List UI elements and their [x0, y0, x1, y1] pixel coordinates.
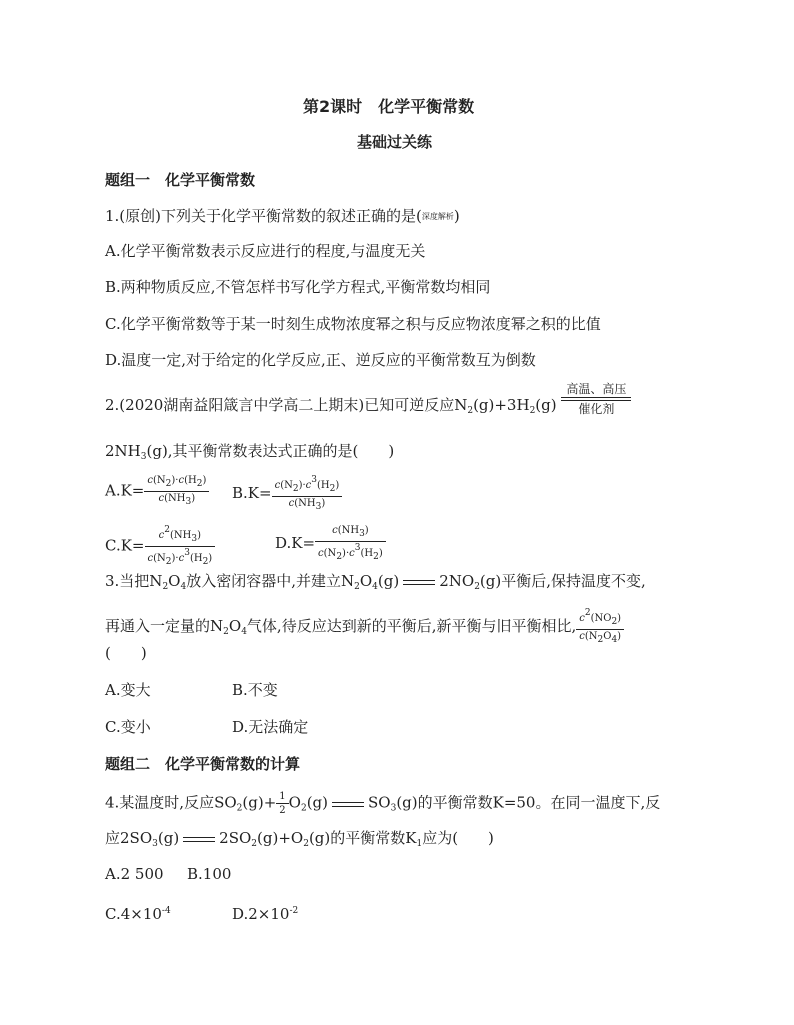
q2-reaction-condition — [561, 381, 631, 417]
q4-l2e: (g)的平衡常数K — [308, 829, 417, 847]
q1-option-b: B.两种物质反应,不管怎样书写化学方程式,平衡常数均相同 — [105, 278, 491, 296]
q1-tag: 深度解析 — [421, 212, 454, 221]
q3-line1: 3.当把$N_2O_4$放入密闭容器中,并建立$N_2O_4(g)$ $2NO_2(g)$平衡后,保持温度不变, — [105, 572, 646, 592]
q4-l1d: (g) — [306, 793, 328, 812]
q3-option-c: C.变小 — [105, 718, 151, 736]
q2-c-label: C.K= — [105, 536, 145, 555]
q4-l2f: 应为( ) — [422, 829, 494, 847]
q4-option-c — [105, 901, 171, 924]
q4-c-exponent: -4 — [161, 906, 171, 916]
q3-l1e: (g)平衡后,保持温度不变, — [479, 572, 646, 590]
q2-b-label: B.K= — [232, 484, 272, 502]
q1-close: ) — [453, 207, 460, 225]
q3-l2b: 气体,待反应达到新的平衡后,新平衡与旧平衡相比, — [246, 617, 577, 635]
q4-l2d: (g)+O — [257, 829, 304, 847]
q2-stem-text: 2.(2020湖南益阳箴言中学高二上期末)已知可逆反应N — [105, 396, 468, 414]
q2-line2: $2NH_3(g)$,其平衡常数表达式正确的是( ) — [105, 442, 395, 462]
q4-l1c: O — [288, 793, 301, 812]
q2-option-a — [105, 474, 209, 509]
q3-l1d: 2NO — [439, 572, 475, 590]
q2-c-fraction: $\frac{c^2(NH_3)}{c(N_2)\cdot c^3(H_2)}$ — [145, 524, 216, 569]
q2-stem: 2.(2020湖南益阳箴言中学高二上期末)已知可逆反应$N_2(g)+3H_2(g)$ 高温、高压 催化剂 — [105, 395, 631, 421]
q4-l1a: 4.某温度时,反应SO — [105, 793, 237, 812]
q2-d-label: D.K= — [275, 534, 316, 552]
q3-paren: ( ) — [105, 644, 147, 662]
equilibrium-arrow — [183, 835, 215, 843]
q2-option-d — [275, 524, 386, 564]
q3-option-d: D.无法确定 — [232, 718, 309, 736]
q3-l1a: 3.当把N — [105, 572, 163, 590]
q4-line2: 应$2SO_3(g)$ $2SO_2(g)+O_2(g)$的平衡常数$K_1$应为( ) — [105, 829, 494, 849]
q4-l1f: (g)的平衡常数K=50。在同一温度下,反 — [396, 793, 661, 812]
q4-option-b: B.100 — [187, 865, 232, 883]
q3-l1c: (g) — [377, 572, 400, 590]
q4-line1: 4.某温度时,反应$SO_2(g)+$ $\frac{1}{2}$ $O_2(g)$ $SO_3(g)$的平衡常数K=50。在同一温度下,反 — [105, 791, 661, 816]
subtitle: 基础过关练 — [357, 133, 433, 151]
q3-line2: 再通入一定量的$N_2O_4$气体,待反应达到新的平衡后,新平衡与旧平衡相比, $\frac{c^2(NO_2)}{c(N_2O_4)}$ — [105, 607, 624, 647]
q4-d-exponent: -2 — [289, 906, 299, 916]
q3-l2a: 再通入一定量的N — [105, 617, 224, 635]
q4-l1b: (g)+ — [242, 793, 277, 812]
q1-stem — [105, 206, 460, 227]
group-two-title: 题组二 化学平衡常数的计算 — [105, 755, 301, 773]
q2-option-b — [232, 474, 342, 514]
q4-l1e: SO — [368, 793, 391, 812]
equilibrium-arrow — [403, 578, 435, 586]
q4-half-fraction: $\frac{1}{2}$ — [276, 790, 288, 817]
q2-line2-text: (g),其平衡常数表达式正确的是( ) — [146, 442, 395, 460]
q1-option-d: D.温度一定,对于给定的化学反应,正、逆反应的平衡常数互为倒数 — [105, 351, 536, 369]
q1-option-c: C.化学平衡常数等于某一时刻生成物浓度幂之积与反应物浓度幂之积的比值 — [105, 315, 601, 333]
q4-d-text: D.2×10 — [232, 905, 290, 923]
q4-option-d — [232, 901, 298, 924]
q2-d-fraction: $\frac{c(NH_3)}{c(N_2)\cdot c^3(H_2)}$ — [315, 524, 386, 564]
q4-l2a: 应2SO — [105, 829, 153, 847]
q2-condition-top: 高温、高压 — [561, 381, 631, 398]
q2-a-fraction: $\frac{c(N_2)\cdot c(H_2)}{c(NH_3)}$ — [144, 474, 209, 509]
q2-b-fraction: $\frac{c(N_2)\cdot c^3(H_2)}{c(NH_3)}$ — [272, 474, 343, 514]
q1-option-a: A.化学平衡常数表示反应进行的程度,与温度无关 — [105, 242, 426, 260]
q3-l1b: 放入密闭容器中,并建立N — [186, 572, 355, 590]
q2-a-label: A.K= — [105, 481, 145, 500]
q4-l2b: (g) — [157, 829, 180, 847]
equilibrium-arrow — [332, 800, 364, 808]
q3-ratio-fraction: $\frac{c^2(NO_2)}{c(N_2O_4)}$ — [576, 607, 624, 647]
lesson-title: 第2课时 化学平衡常数 — [303, 97, 475, 116]
q2-option-c — [105, 524, 215, 569]
q2-condition-bottom: 催化剂 — [561, 400, 631, 417]
q3-option-b: B.不变 — [232, 681, 278, 699]
q1-stem-text: 1.(原创)下列关于化学平衡常数的叙述正确的是( — [105, 207, 422, 225]
q4-l2c: 2SO — [219, 829, 252, 847]
q4-option-a: A.2 500 — [105, 865, 164, 883]
q4-c-text: C.4×10 — [105, 905, 162, 923]
group-one-title: 题组一 化学平衡常数 — [105, 171, 256, 189]
q3-option-a: A.变大 — [105, 681, 151, 699]
